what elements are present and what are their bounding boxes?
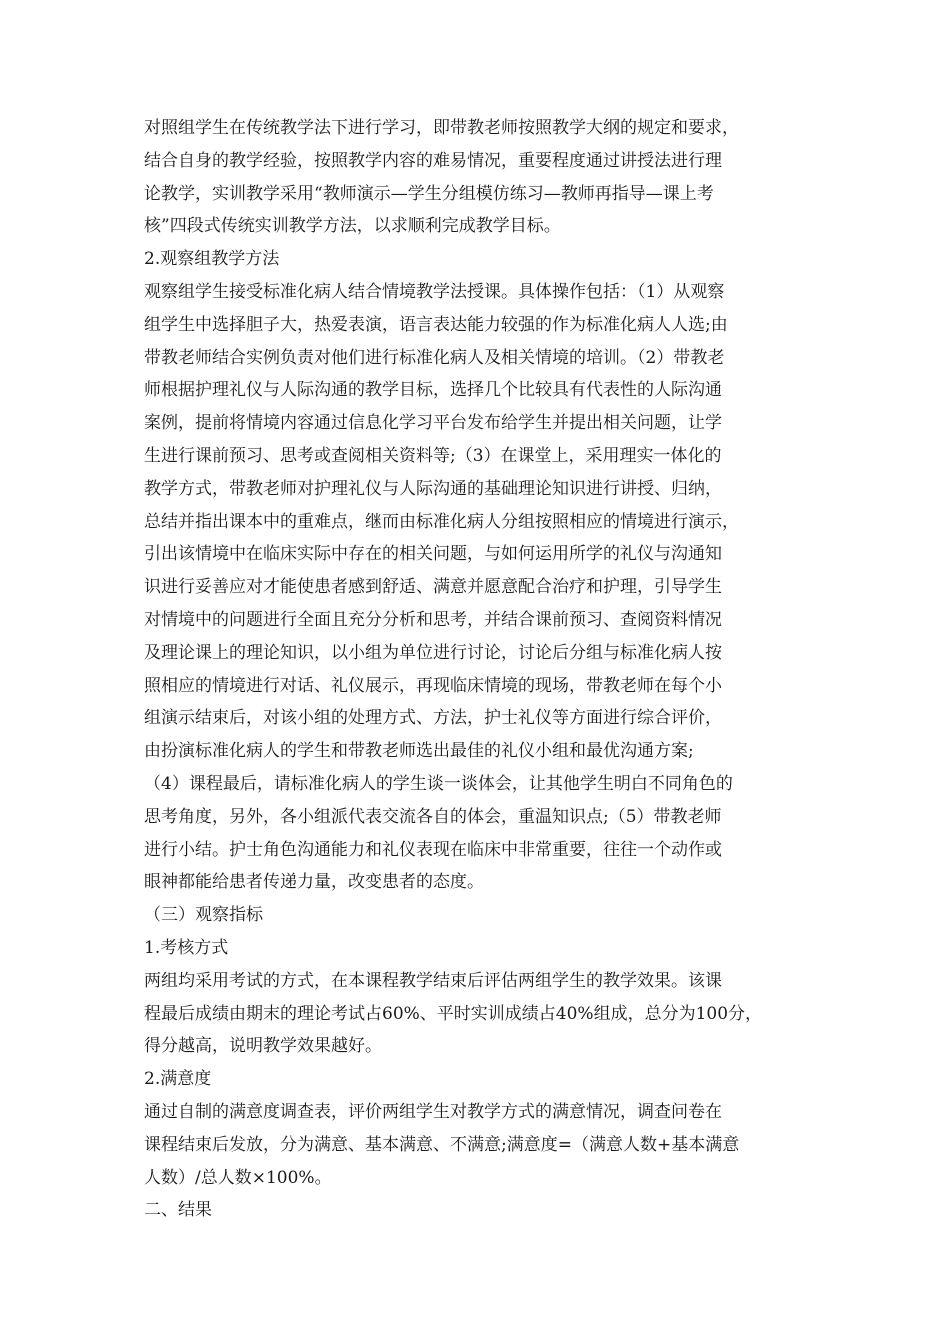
text-line: 识进行妥善应对才能使患者感到舒适、满意并愿意配合治疗和护理，引导学生 [144,577,722,598]
text-line: 得分越高，说明教学效果越好。 [144,1036,382,1057]
text-line: 生进行课前预习、思考或查阅相关资料等;（3）在课堂上，采用理实一体化的 [144,445,722,466]
document-body [144,112,816,1227]
text-line: 通过自制的满意度调查表，评价两组学生对教学方式的满意情况，调查问卷在 [144,1101,722,1122]
text-line: 案例，提前将情境内容通过信息化学习平台发布给学生并提出相关问题，让学 [144,413,722,434]
text-line: 总结并指出课本中的重难点，继而由标准化病人分组按照相应的情境进行演示， [144,511,739,532]
text-line: 对照组学生在传统教学法下进行学习，即带教老师按照教学大纲的规定和要求， [144,118,739,138]
heading-indicators: （三）观察指标 [144,905,263,926]
text-line: 核”四段式传统实训教学方法，以求顺利完成教学目标。 [144,216,561,237]
paragraph-satisfaction [144,1096,816,1194]
text-line: 思考角度，另外，各小组派代表交流各自的体会，重温知识点;（5）带教老师 [144,806,722,827]
text-line: 及理论课上的理论知识，以小组为单位进行讨论，讨论后分组与标准化病人按 [144,642,722,663]
text-line: 由扮演标准化病人的学生和带教老师选出最佳的礼仪小组和最优沟通方案; [144,741,694,762]
paragraph-assessment [144,965,816,1063]
text-line: 论教学，实训教学采用“教师演示—学生分组模仿练习—教师再指导—课上考 [144,183,714,204]
paragraph-control-group [144,112,816,243]
text-line: 观察组学生接受标准化病人结合情境教学法授课。具体操作包括：（1）从观察 [144,281,725,302]
text-line: 课程结束后发放，分为满意、基本满意、不满意;满意度=（满意人数+基本满意 [144,1134,740,1155]
heading-results: 二、结果 [144,1200,212,1221]
heading-assessment: 1.考核方式 [144,937,229,958]
text-line: 人数）/总人数×100%。 [144,1167,332,1188]
text-line: 照相应的情境进行对话、礼仪展示，再现临床情境的现场，带教老师在每个小 [144,675,722,696]
heading-observation-method: 2.观察组教学方法 [144,249,280,270]
text-line: 组演示结束后，对该小组的处理方式、方法，护士礼仪等方面进行综合评价， [144,708,722,729]
text-line: 眼神都能给患者传递力量，改变患者的态度。 [144,872,484,893]
text-line: 程最后成绩由期末的理论考试占60%、平时实训成绩占40%组成，总分为100分， [144,1003,763,1024]
heading-satisfaction: 2.满意度 [144,1069,212,1090]
text-line: （4）课程最后，请标准化病人的学生谈一谈体会，让其他学生明白不同角色的 [144,773,733,794]
text-line: 引出该情境中在临床实际中存在的相关问题，与如何运用所学的礼仪与沟通知 [144,544,722,565]
text-line: 教学方式，带教老师对护理礼仪与人际沟通的基础理论知识进行讲授、归纳， [144,478,722,499]
text-line: 对情境中的问题进行全面且充分分析和思考，并结合课前预习、查阅资料情况 [144,609,722,630]
text-line: 组学生中选择胆子大，热爱表演，语言表达能力较强的作为标准化病人人选;由 [144,314,728,335]
text-line: 两组均采用考试的方式，在本课程教学结束后评估两组学生的教学效果。该课 [144,970,722,991]
paragraph-observation-group [144,276,816,899]
text-line: 进行小结。护士角色沟通能力和礼仪表现在临床中非常重要，往往一个动作或 [144,839,722,860]
text-line: 结合自身的教学经验，按照教学内容的难易情况，重要程度通过讲授法进行理 [144,150,722,171]
text-line: 师根据护理礼仪与人际沟通的教学目标，选择几个比较具有代表性的人际沟通 [144,380,722,401]
text-line: 带教老师结合实例负责对他们进行标准化病人及相关情境的培训。（2）带教老 [144,347,725,368]
